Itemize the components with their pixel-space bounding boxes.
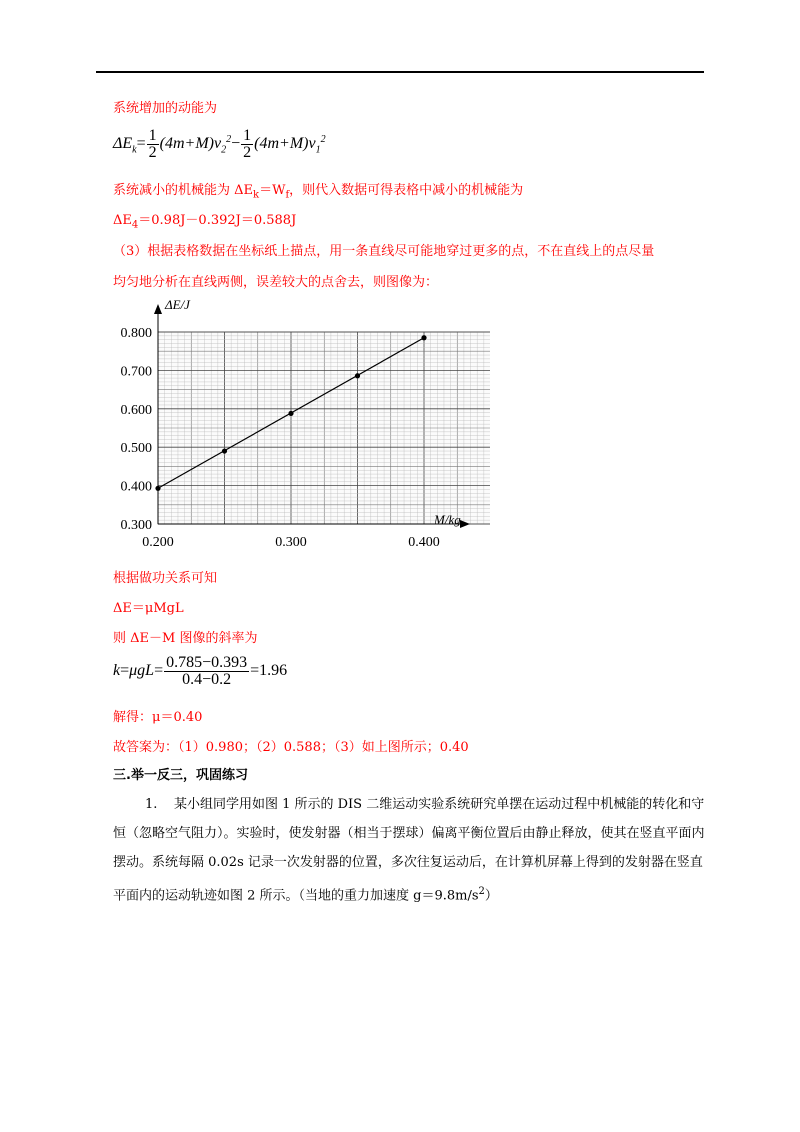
slope-formula: k=μgL= $\frac{0.785-0.393}{0.4-0.2}$ =1.96 xyxy=(113,654,288,688)
part3-line1: （3）根据表格数据在坐标纸上描点，用一条直线尽可能地穿过更多的点，不在直线上的点尽量 xyxy=(113,244,655,259)
y-axis-arrow xyxy=(154,304,162,314)
question-number: 1. xyxy=(145,797,158,812)
y-tick-label: 0.800 xyxy=(120,326,152,341)
delta-e-vs-m-chart xyxy=(110,292,490,552)
me-decrease-line: 系统减小的机械能为 $\Delta E_k=W_f$，则代入数据可得表格中减小的机械能为 xyxy=(113,183,524,201)
y-tick-label: 0.600 xyxy=(120,402,152,418)
part3-line2: 均匀地分析在直线两侧，误差较大的点舍去，则图像为： xyxy=(113,275,439,290)
y-tick-label: 0.500 xyxy=(120,441,152,457)
work-relation: 根据做功关系可知 xyxy=(113,571,218,586)
section-heading: 三.举一反三，巩固练习 xyxy=(113,768,248,783)
y-axis-label: ΔE/J xyxy=(165,297,190,312)
y-tick-label: 0.700 xyxy=(120,364,152,380)
x-tick-label: 0.400 xyxy=(408,535,440,550)
y-tick-label: 0.300 xyxy=(120,518,152,533)
data-point xyxy=(421,335,426,340)
chart-grid xyxy=(158,332,490,524)
delta-e4-line: $\Delta E_4=0.98J-0.392J=0.588J$ xyxy=(113,213,297,231)
header-rule xyxy=(96,71,704,73)
x-tick-label: 0.300 xyxy=(275,535,307,550)
data-point xyxy=(155,486,160,491)
ke-increase-label: 系统增加的动能为 xyxy=(113,101,218,116)
x-tick-label: 0.200 xyxy=(142,535,174,550)
y-tick-label: 0.400 xyxy=(120,479,152,495)
data-point xyxy=(222,448,227,453)
question-1: 1. 某小组同学用如图 1 所示的 DIS 二维运动实验系统研究单摆在运动过程中机械能的转化和守恒（忽略空气阻力）。实验时，使发射器（相当于摆球）偏离平衡位置后由静止释放，使其在竖直平面内摆动。系统每隔 0.02s 记录一次发射器的位置，多次往复运动后，在计算机屏幕上得到的发射器在竖直平面内的运动轨迹如图 2 所示。（当地的重力加速度 $g=9.8m/s^2$） xyxy=(113,797,705,904)
solve-line: 解得：μ＝0.40 xyxy=(113,710,203,725)
x-axis-label: M/kg xyxy=(434,512,461,527)
delta-e-equation: ΔE＝μMgL xyxy=(113,601,184,616)
question-text: 某小组同学用如图 1 所示的 DIS 二维运动实验系统研究单摆在运动过程中机械能的转化和守恒（忽略空气阻力）。实验时，使发射器（相当于摆球）偏离平衡位置后由静止释放，使其在竖直平面内摆动。系统每隔 0.02s 记录一次发射器的位置，多次往复运动后，在计算机屏幕上得到的发射器在竖直平面内的运动轨迹如图 2 所示。（当地的重力加速度 g＝9.8m/s xyxy=(113,797,705,904)
slope-intro: 则 ΔE－M 图像的斜率为 xyxy=(113,631,258,646)
data-point xyxy=(288,411,293,416)
ke-formula: $\Delta E_k=$ $\frac{1}{2}$ $(4m+M)v_2^2-$ $\frac{1}{2}$ $(4m+M)v_1^2$ xyxy=(113,127,326,161)
data-point xyxy=(355,373,360,378)
answer-line: 故答案为：（1）0.980；（2）0.588；（3）如上图所示；0.40 xyxy=(113,740,469,755)
